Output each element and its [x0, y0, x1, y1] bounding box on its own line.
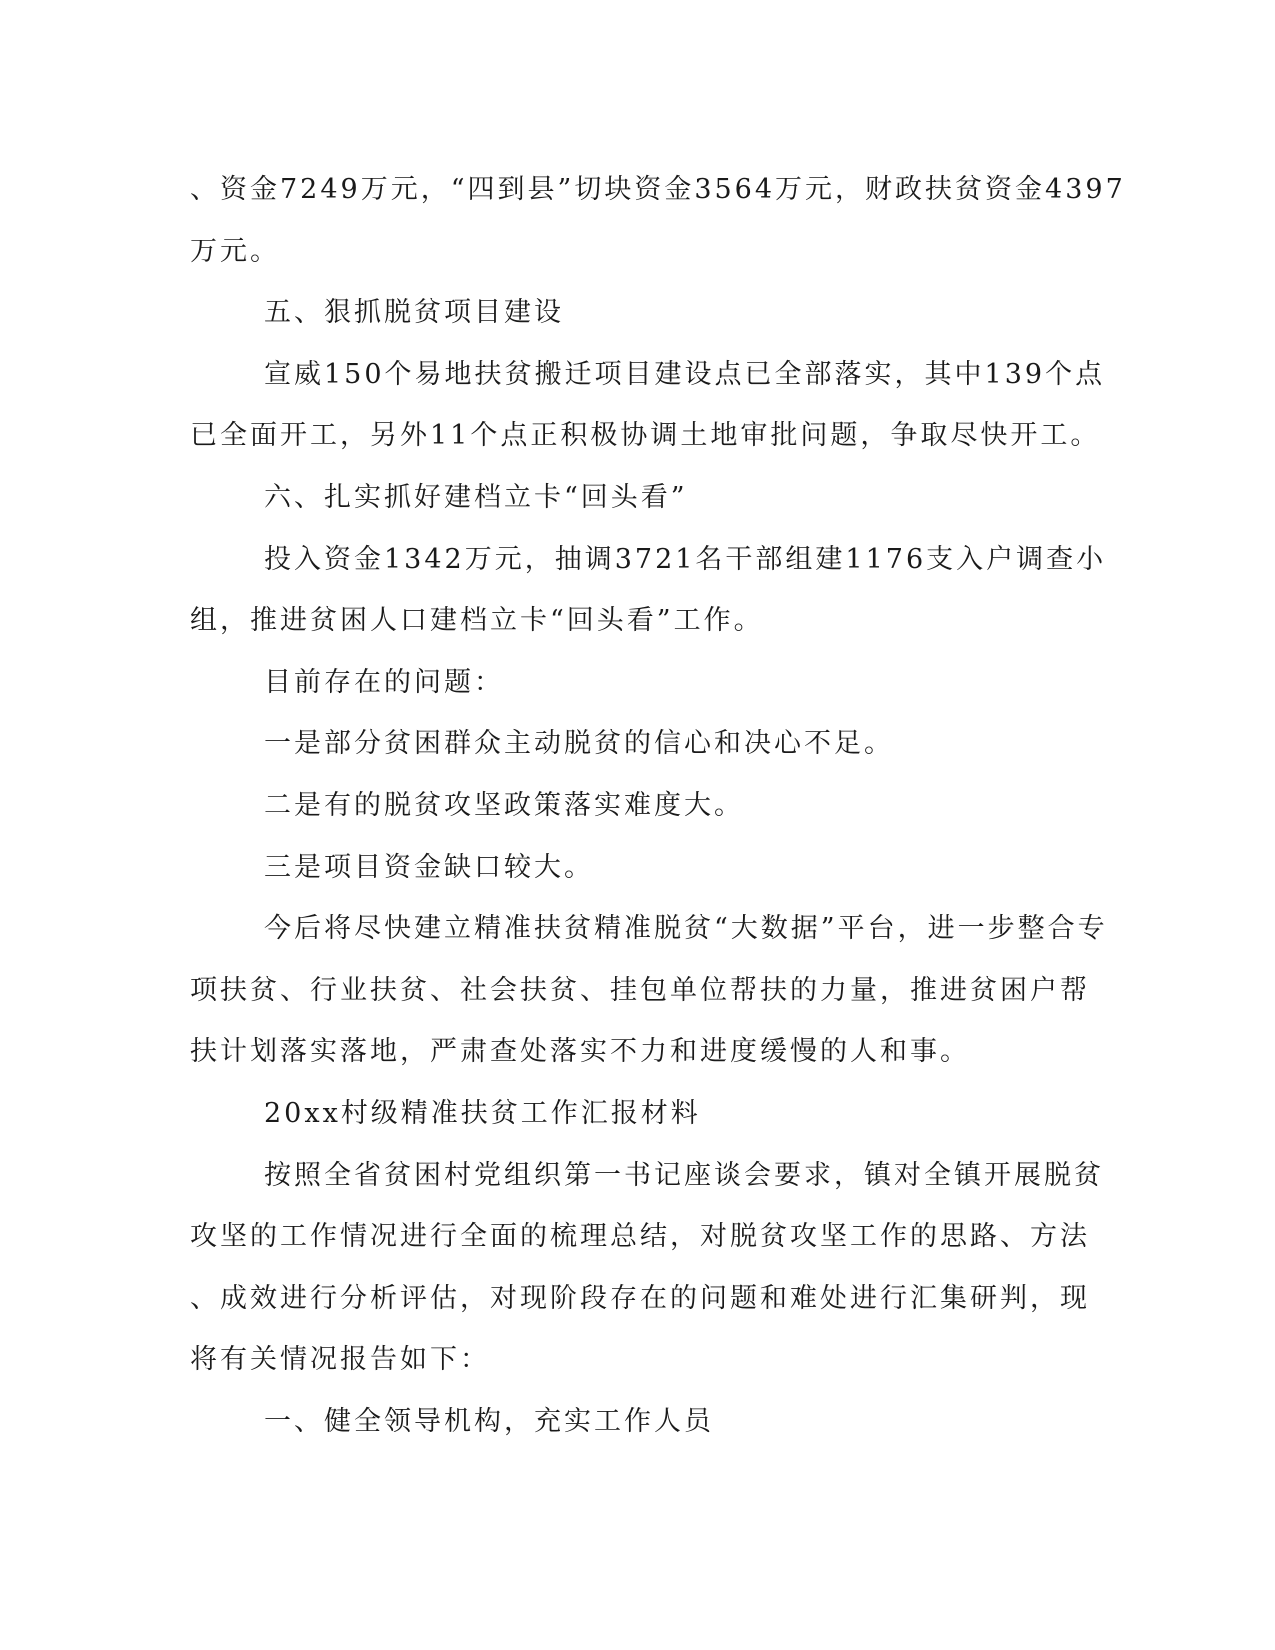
text-line: 攻坚的工作情况进行全面的梳理总结，对脱贫攻坚工作的思路、方法: [190, 1221, 1090, 1253]
text-line: 按照全省贫困村党组织第一书记座谈会要求，镇对全镇开展脱贫: [264, 1159, 1104, 1191]
text-line: 已全面开工，另外11个点正积极协调土地审批问题，争取尽快开工。: [190, 420, 1101, 452]
text-line: 投入资金1342万元，抽调3721名干部组建1176支入户调查小: [264, 543, 1107, 575]
section-heading-6: 六、扎实抓好建档立卡“回头看”: [264, 481, 688, 513]
text-line: 扶计划落实落地，严肃查处落实不力和进度缓慢的人和事。: [190, 1036, 970, 1068]
text-line: 宣威150个易地扶贫搬迁项目建设点已全部落实，其中139个点: [264, 358, 1106, 390]
text-line: 万元。: [190, 235, 280, 267]
problem-item-3: 三是项目资金缺口较大。: [264, 851, 594, 883]
report-title: 20xx村级精准扶贫工作汇报材料: [264, 1097, 701, 1129]
section-heading-5: 五、狠抓脱贫项目建设: [264, 297, 564, 329]
text-line: 、成效进行分析评估，对现阶段存在的问题和难处进行汇集研判，现: [190, 1282, 1090, 1314]
text-line: 、资金7249万元，“四到县”切块资金3564万元，财政扶贫资金4397: [190, 174, 1126, 205]
section-heading-1: 一、健全领导机构，充实工作人员: [264, 1405, 714, 1437]
text-line: 组，推进贫困人口建档立卡“回头看”工作。: [190, 605, 764, 637]
document-body: [190, 159, 1126, 1452]
problems-heading: 目前存在的问题：: [264, 666, 504, 698]
text-line: 将有关情况报告如下：: [190, 1344, 490, 1376]
problem-item-2: 二是有的脱贫攻坚政策落实难度大。: [264, 789, 744, 821]
text-line: 今后将尽快建立精准扶贫精准脱贫“大数据”平台，进一步整合专: [264, 913, 1108, 945]
problem-item-1: 一是部分贫困群众主动脱贫的信心和决心不足。: [264, 728, 894, 760]
text-line: 项扶贫、行业扶贫、社会扶贫、挂包单位帮扶的力量，推进贫困户帮: [190, 974, 1090, 1006]
